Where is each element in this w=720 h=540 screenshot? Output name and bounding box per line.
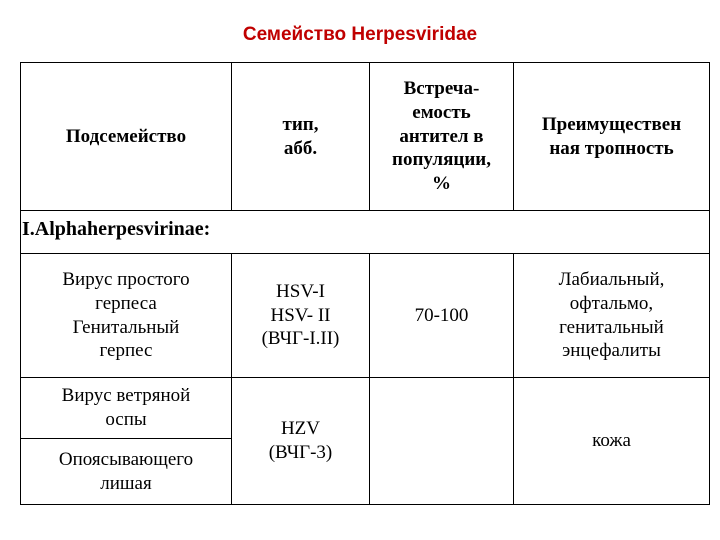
row1-tropism: Лабиальный, офтальмо, генитальный энцефалиты: [558, 269, 665, 362]
header-occurrence: Встреча- емость антител в популяции, %: [392, 78, 491, 195]
table-border-right: [709, 62, 710, 505]
row2-name-b: Опоясывающего лишая: [58, 448, 194, 494]
table-border-bottom: [20, 504, 710, 505]
row1-occurrence: 70-100: [414, 304, 469, 326]
row2-tropism: кожа: [592, 430, 631, 452]
header-tropism: Преимуществен ная тропность: [541, 113, 682, 159]
row2-name-a: Вирус ветряной оспы: [61, 385, 191, 430]
header-subfamily: Подсемейство: [65, 125, 187, 147]
row1-type: HSV-I HSV- II (ВЧГ-I.II): [261, 280, 340, 350]
row1-name: Вирус простого герпеса Генитальный герпес: [62, 269, 190, 362]
header-type: тип, абб.: [282, 113, 319, 159]
section-label: I.Alphaherpesvirinae:: [22, 218, 211, 240]
header-divider: [20, 210, 710, 211]
row2-type: HZV (ВЧГ-3): [268, 418, 333, 463]
page-title: Семейство Herpesviridae: [242, 24, 478, 45]
